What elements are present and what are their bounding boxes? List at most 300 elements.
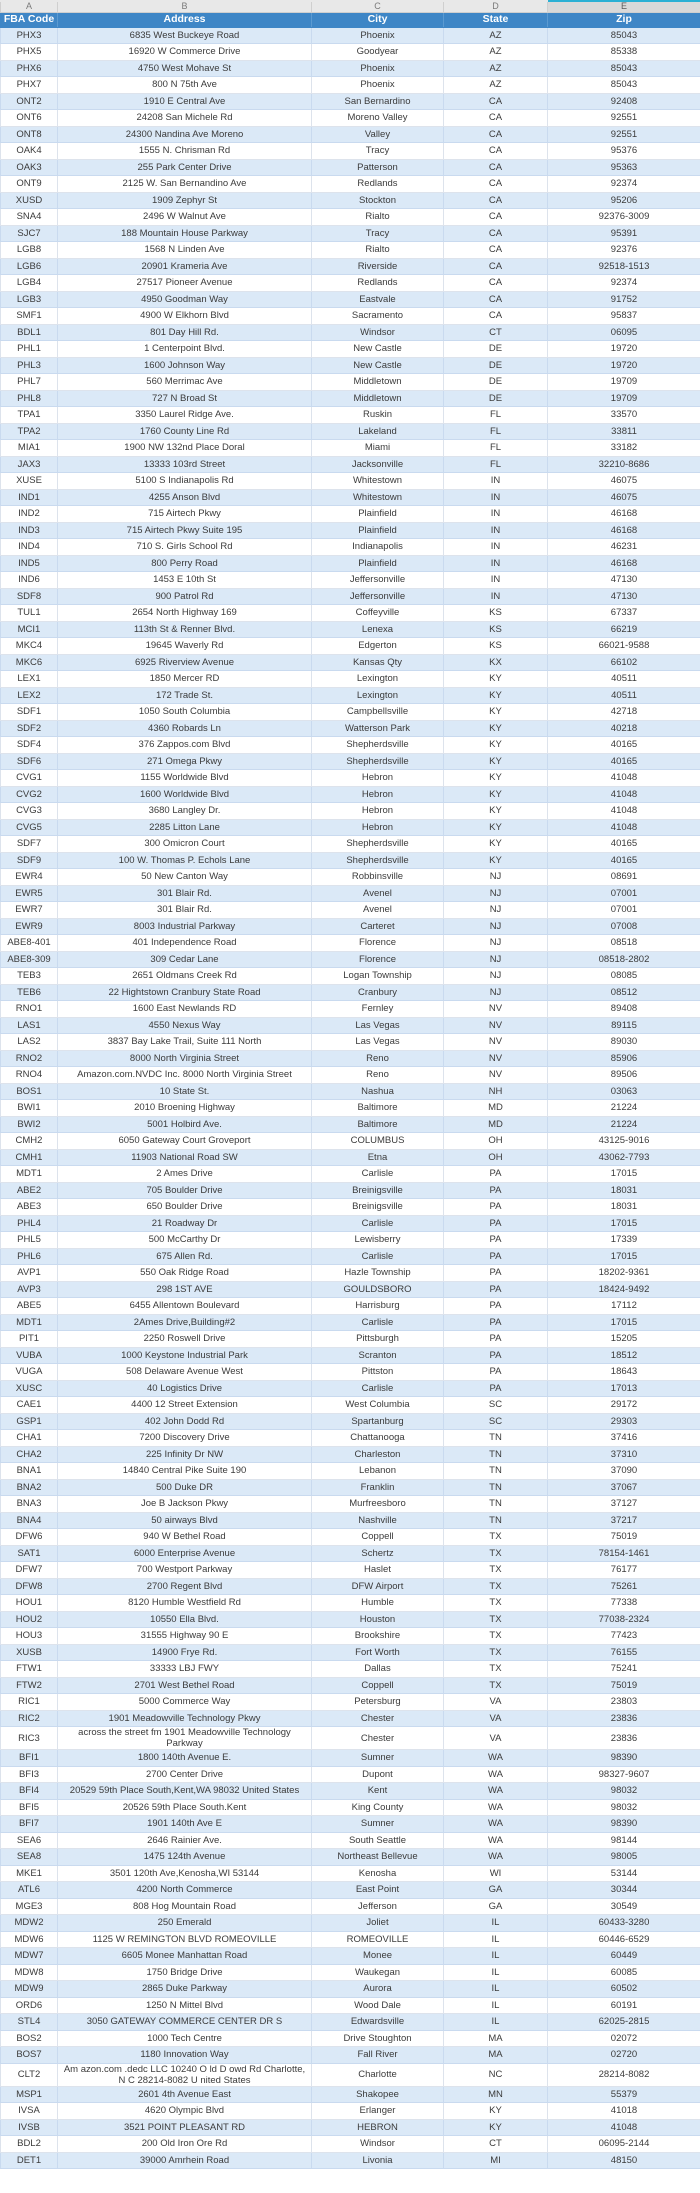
cell-city[interactable]: Las Vegas	[312, 1017, 444, 1034]
cell-fba-code[interactable]: LAS1	[1, 1017, 58, 1034]
cell-city[interactable]: San Bernardino	[312, 93, 444, 110]
cell-address[interactable]: 650 Boulder Drive	[58, 1199, 312, 1216]
cell-zip[interactable]: 18643	[548, 1364, 700, 1381]
cell-zip[interactable]: 77423	[548, 1628, 700, 1645]
cell-zip[interactable]: 06095-2144	[548, 2136, 700, 2153]
cell-state[interactable]: WI	[444, 1865, 548, 1882]
cell-fba-code[interactable]: AVP3	[1, 1281, 58, 1298]
cell-zip[interactable]: 67337	[548, 605, 700, 622]
cell-address[interactable]: 200 Old Iron Ore Rd	[58, 2136, 312, 2153]
cell-zip[interactable]: 23836	[548, 1727, 700, 1750]
cell-state[interactable]: CA	[444, 176, 548, 193]
cell-fba-code[interactable]: XUSC	[1, 1380, 58, 1397]
cell-address[interactable]: 715 Airtech Pkwy Suite 195	[58, 522, 312, 539]
cell-city[interactable]: Las Vegas	[312, 1034, 444, 1051]
cell-city[interactable]: East Point	[312, 1882, 444, 1899]
cell-zip[interactable]: 92376	[548, 242, 700, 259]
cell-fba-code[interactable]: BFI5	[1, 1799, 58, 1816]
cell-city[interactable]: Hebron	[312, 770, 444, 787]
cell-city[interactable]: Phoenix	[312, 60, 444, 77]
cell-fba-code[interactable]: BOS7	[1, 2047, 58, 2064]
cell-city[interactable]: Plainfield	[312, 522, 444, 539]
cell-state[interactable]: PA	[444, 1199, 548, 1216]
cell-city[interactable]: Chattanooga	[312, 1430, 444, 1447]
cell-state[interactable]: CT	[444, 324, 548, 341]
cell-address[interactable]: 2285 Litton Lane	[58, 819, 312, 836]
cell-state[interactable]: MI	[444, 2152, 548, 2169]
cell-state[interactable]: KY	[444, 753, 548, 770]
cell-address[interactable]: 3501 120th Ave,Kenosha,WI 53144	[58, 1865, 312, 1882]
cell-address[interactable]: 24300 Nandina Ave Moreno	[58, 126, 312, 143]
cell-state[interactable]: WA	[444, 1832, 548, 1849]
cell-zip[interactable]: 95376	[548, 143, 700, 160]
cell-fba-code[interactable]: ABE8-309	[1, 951, 58, 968]
cell-state[interactable]: CT	[444, 2136, 548, 2153]
cell-state[interactable]: NV	[444, 1001, 548, 1018]
cell-state[interactable]: IN	[444, 489, 548, 506]
cell-city[interactable]: Harrisburg	[312, 1298, 444, 1315]
cell-fba-code[interactable]: IVSA	[1, 2103, 58, 2120]
cell-address[interactable]: 50 airways Blvd	[58, 1512, 312, 1529]
cell-state[interactable]: NJ	[444, 968, 548, 985]
cell-city[interactable]: Jeffersonville	[312, 572, 444, 589]
cell-state[interactable]: TX	[444, 1529, 548, 1546]
cell-city[interactable]: Joliet	[312, 1915, 444, 1932]
cell-city[interactable]: Pittston	[312, 1364, 444, 1381]
cell-fba-code[interactable]: MGE3	[1, 1898, 58, 1915]
cell-state[interactable]: TX	[444, 1661, 548, 1678]
cell-address[interactable]: 808 Hog Mountain Road	[58, 1898, 312, 1915]
column-letter-d[interactable]: D	[444, 1, 548, 12]
cell-city[interactable]: Cranbury	[312, 984, 444, 1001]
cell-city[interactable]: Shepherdsville	[312, 753, 444, 770]
cell-city[interactable]: Windsor	[312, 324, 444, 341]
cell-city[interactable]: Fernley	[312, 1001, 444, 1018]
cell-state[interactable]: AZ	[444, 60, 548, 77]
cell-state[interactable]: PA	[444, 1364, 548, 1381]
cell-fba-code[interactable]: MKE1	[1, 1865, 58, 1882]
cell-state[interactable]: DE	[444, 341, 548, 358]
cell-city[interactable]: Petersburg	[312, 1694, 444, 1711]
cell-address[interactable]: 19645 Waverly Rd	[58, 638, 312, 655]
cell-fba-code[interactable]: XUSB	[1, 1644, 58, 1661]
cell-zip[interactable]: 37090	[548, 1463, 700, 1480]
cell-state[interactable]: TN	[444, 1446, 548, 1463]
cell-zip[interactable]: 46168	[548, 522, 700, 539]
cell-zip[interactable]: 41048	[548, 819, 700, 836]
cell-state[interactable]: TX	[444, 1611, 548, 1628]
cell-address[interactable]: 301 Blair Rd.	[58, 902, 312, 919]
cell-state[interactable]: PA	[444, 1265, 548, 1282]
cell-address[interactable]: 2496 W Walnut Ave	[58, 209, 312, 226]
cell-fba-code[interactable]: CMH2	[1, 1133, 58, 1150]
cell-state[interactable]: NJ	[444, 951, 548, 968]
cell-zip[interactable]: 92408	[548, 93, 700, 110]
cell-address[interactable]: 1901 140th Ave E	[58, 1816, 312, 1833]
cell-city[interactable]: Carlisle	[312, 1380, 444, 1397]
cell-city[interactable]: Eastvale	[312, 291, 444, 308]
cell-state[interactable]: NV	[444, 1034, 548, 1051]
cell-zip[interactable]: 92551	[548, 110, 700, 127]
cell-city[interactable]: Middletown	[312, 390, 444, 407]
cell-zip[interactable]: 78154-1461	[548, 1545, 700, 1562]
cell-fba-code[interactable]: CHA1	[1, 1430, 58, 1447]
cell-city[interactable]: ROMEOVILLE	[312, 1931, 444, 1948]
cell-fba-code[interactable]: AVP1	[1, 1265, 58, 1282]
cell-address[interactable]: 1850 Mercer RD	[58, 671, 312, 688]
cell-fba-code[interactable]: IND4	[1, 539, 58, 556]
cell-zip[interactable]: 42718	[548, 704, 700, 721]
cell-fba-code[interactable]: LGB6	[1, 258, 58, 275]
cell-address[interactable]: 2125 W. San Bernandino Ave	[58, 176, 312, 193]
cell-state[interactable]: CA	[444, 258, 548, 275]
cell-zip[interactable]: 47130	[548, 572, 700, 589]
cell-city[interactable]: Jeffersonville	[312, 588, 444, 605]
cell-fba-code[interactable]: BOS2	[1, 2030, 58, 2047]
cell-fba-code[interactable]: SMF1	[1, 308, 58, 325]
cell-fba-code[interactable]: MDT1	[1, 1166, 58, 1183]
cell-city[interactable]: Carlisle	[312, 1215, 444, 1232]
cell-address[interactable]: 11903 National Road SW	[58, 1149, 312, 1166]
cell-fba-code[interactable]: TEB3	[1, 968, 58, 985]
cell-address[interactable]: 4620 Olympic Blvd	[58, 2103, 312, 2120]
cell-state[interactable]: NJ	[444, 885, 548, 902]
cell-zip[interactable]: 08085	[548, 968, 700, 985]
cell-zip[interactable]: 46075	[548, 489, 700, 506]
cell-fba-code[interactable]: PHL5	[1, 1232, 58, 1249]
cell-address[interactable]: 6925 Riverview Avenue	[58, 654, 312, 671]
cell-zip[interactable]: 19720	[548, 341, 700, 358]
cell-city[interactable]: Fort Worth	[312, 1644, 444, 1661]
cell-city[interactable]: Jefferson	[312, 1898, 444, 1915]
cell-zip[interactable]: 53144	[548, 1865, 700, 1882]
cell-zip[interactable]: 98032	[548, 1799, 700, 1816]
cell-fba-code[interactable]: DFW6	[1, 1529, 58, 1546]
cell-zip[interactable]: 40511	[548, 687, 700, 704]
cell-address[interactable]: 6050 Gateway Court Groveport	[58, 1133, 312, 1150]
cell-address[interactable]: 3050 GATEWAY COMMERCE CENTER DR S	[58, 2014, 312, 2031]
cell-state[interactable]: TN	[444, 1496, 548, 1513]
cell-fba-code[interactable]: ABE8-401	[1, 935, 58, 952]
cell-city[interactable]: Charlotte	[312, 2063, 444, 2086]
cell-address[interactable]: 2Ames Drive,Building#2	[58, 1314, 312, 1331]
cell-zip[interactable]: 46075	[548, 473, 700, 490]
column-letter-b[interactable]: B	[58, 1, 312, 12]
cell-address[interactable]: 8120 Humble Westfield Rd	[58, 1595, 312, 1612]
cell-city[interactable]: Breinigsville	[312, 1199, 444, 1216]
cell-fba-code[interactable]: SDF4	[1, 737, 58, 754]
cell-state[interactable]: TX	[444, 1644, 548, 1661]
cell-state[interactable]: FL	[444, 423, 548, 440]
cell-state[interactable]: AZ	[444, 44, 548, 61]
cell-state[interactable]: FL	[444, 456, 548, 473]
cell-fba-code[interactable]: BNA2	[1, 1479, 58, 1496]
cell-fba-code[interactable]: TEB6	[1, 984, 58, 1001]
cell-state[interactable]: CA	[444, 192, 548, 209]
cell-zip[interactable]: 33182	[548, 440, 700, 457]
cell-state[interactable]: TN	[444, 1512, 548, 1529]
cell-address[interactable]: 2701 West Bethel Road	[58, 1677, 312, 1694]
cell-state[interactable]: TN	[444, 1463, 548, 1480]
cell-zip[interactable]: 37217	[548, 1512, 700, 1529]
cell-city[interactable]: Lexington	[312, 687, 444, 704]
header-cell-state[interactable]: State	[444, 12, 548, 27]
cell-fba-code[interactable]: BNA3	[1, 1496, 58, 1513]
cell-fba-code[interactable]: OAK3	[1, 159, 58, 176]
cell-state[interactable]: KY	[444, 819, 548, 836]
cell-state[interactable]: TX	[444, 1677, 548, 1694]
cell-city[interactable]: Windsor	[312, 2136, 444, 2153]
cell-state[interactable]: CA	[444, 291, 548, 308]
cell-zip[interactable]: 17015	[548, 1314, 700, 1331]
cell-fba-code[interactable]: BWI1	[1, 1100, 58, 1117]
cell-address[interactable]: 1568 N Linden Ave	[58, 242, 312, 259]
cell-state[interactable]: CA	[444, 275, 548, 292]
cell-state[interactable]: CA	[444, 143, 548, 160]
cell-state[interactable]: NJ	[444, 935, 548, 952]
cell-state[interactable]: IN	[444, 539, 548, 556]
cell-zip[interactable]: 85338	[548, 44, 700, 61]
cell-address[interactable]: 1453 E 10th St	[58, 572, 312, 589]
cell-address[interactable]: 715 Airtech Pkwy	[58, 506, 312, 523]
cell-fba-code[interactable]: MDW8	[1, 1964, 58, 1981]
cell-city[interactable]: Pittsburgh	[312, 1331, 444, 1348]
cell-zip[interactable]: 76177	[548, 1562, 700, 1579]
cell-fba-code[interactable]: MSP1	[1, 2086, 58, 2103]
cell-city[interactable]: Plainfield	[312, 506, 444, 523]
cell-zip[interactable]: 17112	[548, 1298, 700, 1315]
cell-city[interactable]: Scranton	[312, 1347, 444, 1364]
cell-fba-code[interactable]: LEX2	[1, 687, 58, 704]
cell-address[interactable]: 1901 Meadowville Technology Pkwy	[58, 1710, 312, 1727]
cell-city[interactable]: Edgerton	[312, 638, 444, 655]
cell-city[interactable]: Coppell	[312, 1529, 444, 1546]
cell-address[interactable]: 5000 Commerce Way	[58, 1694, 312, 1711]
cell-state[interactable]: PA	[444, 1347, 548, 1364]
cell-state[interactable]: KY	[444, 803, 548, 820]
cell-zip[interactable]: 75019	[548, 1677, 700, 1694]
cell-address[interactable]: 2250 Roswell Drive	[58, 1331, 312, 1348]
cell-address[interactable]: 5001 Holbird Ave.	[58, 1116, 312, 1133]
cell-address[interactable]: 4750 West Mohave St	[58, 60, 312, 77]
cell-zip[interactable]: 85043	[548, 27, 700, 44]
cell-city[interactable]: South Seattle	[312, 1832, 444, 1849]
cell-city[interactable]: Rialto	[312, 209, 444, 226]
cell-address[interactable]: 250 Emerald	[58, 1915, 312, 1932]
cell-city[interactable]: Sumner	[312, 1750, 444, 1767]
column-letter-a[interactable]: A	[1, 1, 58, 12]
cell-state[interactable]: MD	[444, 1116, 548, 1133]
cell-zip[interactable]: 07001	[548, 885, 700, 902]
cell-fba-code[interactable]: PHX5	[1, 44, 58, 61]
cell-city[interactable]: Sumner	[312, 1816, 444, 1833]
cell-zip[interactable]: 62025-2815	[548, 2014, 700, 2031]
cell-zip[interactable]: 41048	[548, 770, 700, 787]
cell-state[interactable]: DE	[444, 374, 548, 391]
cell-zip[interactable]: 47130	[548, 588, 700, 605]
cell-zip[interactable]: 85043	[548, 77, 700, 94]
cell-city[interactable]: Avenel	[312, 885, 444, 902]
cell-address[interactable]: 3521 POINT PLEASANT RD	[58, 2119, 312, 2136]
cell-address[interactable]: 188 Mountain House Parkway	[58, 225, 312, 242]
cell-fba-code[interactable]: SDF1	[1, 704, 58, 721]
cell-address[interactable]: 6455 Allentown Boulevard	[58, 1298, 312, 1315]
cell-fba-code[interactable]: BDL1	[1, 324, 58, 341]
cell-fba-code[interactable]: CLT2	[1, 2063, 58, 2086]
cell-fba-code[interactable]: BFI3	[1, 1766, 58, 1783]
cell-fba-code[interactable]: BOS1	[1, 1083, 58, 1100]
cell-city[interactable]: Carlisle	[312, 1248, 444, 1265]
cell-fba-code[interactable]: PHL3	[1, 357, 58, 374]
cell-state[interactable]: PA	[444, 1248, 548, 1265]
cell-fba-code[interactable]: PHX3	[1, 27, 58, 44]
cell-zip[interactable]: 95206	[548, 192, 700, 209]
cell-state[interactable]: MN	[444, 2086, 548, 2103]
cell-zip[interactable]: 08518-2802	[548, 951, 700, 968]
cell-zip[interactable]: 75261	[548, 1578, 700, 1595]
cell-fba-code[interactable]: ONT8	[1, 126, 58, 143]
cell-city[interactable]: Drive Stoughton	[312, 2030, 444, 2047]
cell-zip[interactable]: 66219	[548, 621, 700, 638]
cell-state[interactable]: NH	[444, 1083, 548, 1100]
cell-address[interactable]: 801 Day Hill Rd.	[58, 324, 312, 341]
cell-address[interactable]: 8003 Industrial Parkway	[58, 918, 312, 935]
cell-fba-code[interactable]: LEX1	[1, 671, 58, 688]
cell-fba-code[interactable]: BNA1	[1, 1463, 58, 1480]
cell-fba-code[interactable]: IND6	[1, 572, 58, 589]
cell-address[interactable]: 675 Allen Rd.	[58, 1248, 312, 1265]
cell-zip[interactable]: 92374	[548, 275, 700, 292]
cell-state[interactable]: IN	[444, 555, 548, 572]
cell-address[interactable]: 1000 Keystone Industrial Park	[58, 1347, 312, 1364]
cell-city[interactable]: Coffeyville	[312, 605, 444, 622]
cell-city[interactable]: Houston	[312, 1611, 444, 1628]
cell-state[interactable]: VA	[444, 1710, 548, 1727]
cell-state[interactable]: CA	[444, 242, 548, 259]
cell-address[interactable]: 10550 Ella Blvd.	[58, 1611, 312, 1628]
cell-address[interactable]: 1555 N. Chrisman Rd	[58, 143, 312, 160]
cell-address[interactable]: 402 John Dodd Rd	[58, 1413, 312, 1430]
cell-address[interactable]: 14840 Central Pike Suite 190	[58, 1463, 312, 1480]
cell-zip[interactable]: 43125-9016	[548, 1133, 700, 1150]
cell-fba-code[interactable]: EWR4	[1, 869, 58, 886]
cell-state[interactable]: OH	[444, 1149, 548, 1166]
cell-state[interactable]: DE	[444, 390, 548, 407]
cell-zip[interactable]: 40218	[548, 720, 700, 737]
header-cell-zip[interactable]: Zip	[548, 12, 700, 27]
cell-state[interactable]: IL	[444, 1948, 548, 1965]
cell-fba-code[interactable]: RNO2	[1, 1050, 58, 1067]
cell-fba-code[interactable]: BFI4	[1, 1783, 58, 1800]
cell-city[interactable]: Redlands	[312, 176, 444, 193]
cell-state[interactable]: NC	[444, 2063, 548, 2086]
cell-state[interactable]: PA	[444, 1281, 548, 1298]
cell-zip[interactable]: 95837	[548, 308, 700, 325]
cell-zip[interactable]: 08518	[548, 935, 700, 952]
cell-zip[interactable]: 17013	[548, 1380, 700, 1397]
cell-zip[interactable]: 46168	[548, 555, 700, 572]
cell-address[interactable]: 20526 59th Place South.Kent	[58, 1799, 312, 1816]
cell-zip[interactable]: 60502	[548, 1981, 700, 1998]
cell-address[interactable]: 1250 N Mittel Blvd	[58, 1997, 312, 2014]
cell-state[interactable]: WA	[444, 1849, 548, 1866]
cell-fba-code[interactable]: BFI7	[1, 1816, 58, 1833]
cell-address[interactable]: 4255 Anson Blvd	[58, 489, 312, 506]
cell-zip[interactable]: 37127	[548, 1496, 700, 1513]
cell-city[interactable]: Chester	[312, 1727, 444, 1750]
cell-state[interactable]: KY	[444, 786, 548, 803]
cell-fba-code[interactable]: PHL4	[1, 1215, 58, 1232]
cell-fba-code[interactable]: RIC2	[1, 1710, 58, 1727]
cell-city[interactable]: Tracy	[312, 225, 444, 242]
cell-zip[interactable]: 03063	[548, 1083, 700, 1100]
cell-city[interactable]: Reno	[312, 1050, 444, 1067]
cell-state[interactable]: PA	[444, 1380, 548, 1397]
cell-city[interactable]: Whitestown	[312, 489, 444, 506]
cell-city[interactable]: Phoenix	[312, 77, 444, 94]
cell-fba-code[interactable]: MDW6	[1, 1931, 58, 1948]
cell-city[interactable]: Monee	[312, 1948, 444, 1965]
cell-state[interactable]: KX	[444, 654, 548, 671]
cell-city[interactable]: Livonia	[312, 2152, 444, 2169]
cell-address[interactable]: 1050 South Columbia	[58, 704, 312, 721]
cell-zip[interactable]: 66021-9588	[548, 638, 700, 655]
cell-address[interactable]: 6835 West Buckeye Road	[58, 27, 312, 44]
cell-state[interactable]: PA	[444, 1166, 548, 1183]
cell-city[interactable]: Plainfield	[312, 555, 444, 572]
cell-zip[interactable]: 41048	[548, 803, 700, 820]
header-cell-city[interactable]: City	[312, 12, 444, 27]
cell-state[interactable]: FL	[444, 407, 548, 424]
cell-address[interactable]: 1180 Innovation Way	[58, 2047, 312, 2064]
cell-city[interactable]: Coppell	[312, 1677, 444, 1694]
cell-state[interactable]: WA	[444, 1783, 548, 1800]
cell-zip[interactable]: 18202-9361	[548, 1265, 700, 1282]
cell-fba-code[interactable]: JAX3	[1, 456, 58, 473]
cell-zip[interactable]: 55379	[548, 2086, 700, 2103]
cell-zip[interactable]: 75019	[548, 1529, 700, 1546]
cell-fba-code[interactable]: CHA2	[1, 1446, 58, 1463]
cell-city[interactable]: Lexington	[312, 671, 444, 688]
cell-city[interactable]: Reno	[312, 1067, 444, 1084]
cell-zip[interactable]: 43062-7793	[548, 1149, 700, 1166]
cell-address[interactable]: 3837 Bay Lake Trail, Suite 111 North	[58, 1034, 312, 1051]
cell-state[interactable]: TX	[444, 1628, 548, 1645]
header-cell-fba-code[interactable]: FBA Code	[1, 12, 58, 27]
cell-city[interactable]: Phoenix	[312, 27, 444, 44]
cell-fba-code[interactable]: RIC1	[1, 1694, 58, 1711]
cell-city[interactable]: GOULDSBORO	[312, 1281, 444, 1298]
cell-zip[interactable]: 60191	[548, 1997, 700, 2014]
cell-address[interactable]: 2651 Oldmans Creek Rd	[58, 968, 312, 985]
cell-state[interactable]: PA	[444, 1314, 548, 1331]
cell-address[interactable]: 800 Perry Road	[58, 555, 312, 572]
cell-city[interactable]: Erlanger	[312, 2103, 444, 2120]
cell-zip[interactable]: 06095	[548, 324, 700, 341]
cell-fba-code[interactable]: ONT6	[1, 110, 58, 127]
cell-zip[interactable]: 92518-1513	[548, 258, 700, 275]
cell-address[interactable]: 24208 San Michele Rd	[58, 110, 312, 127]
cell-fba-code[interactable]: DET1	[1, 2152, 58, 2169]
cell-fba-code[interactable]: LGB4	[1, 275, 58, 292]
cell-fba-code[interactable]: TPA1	[1, 407, 58, 424]
cell-address[interactable]: 33333 LBJ FWY	[58, 1661, 312, 1678]
cell-state[interactable]: NV	[444, 1017, 548, 1034]
cell-state[interactable]: MA	[444, 2047, 548, 2064]
cell-address[interactable]: 2865 Duke Parkway	[58, 1981, 312, 1998]
cell-state[interactable]: AZ	[444, 77, 548, 94]
cell-state[interactable]: IN	[444, 506, 548, 523]
